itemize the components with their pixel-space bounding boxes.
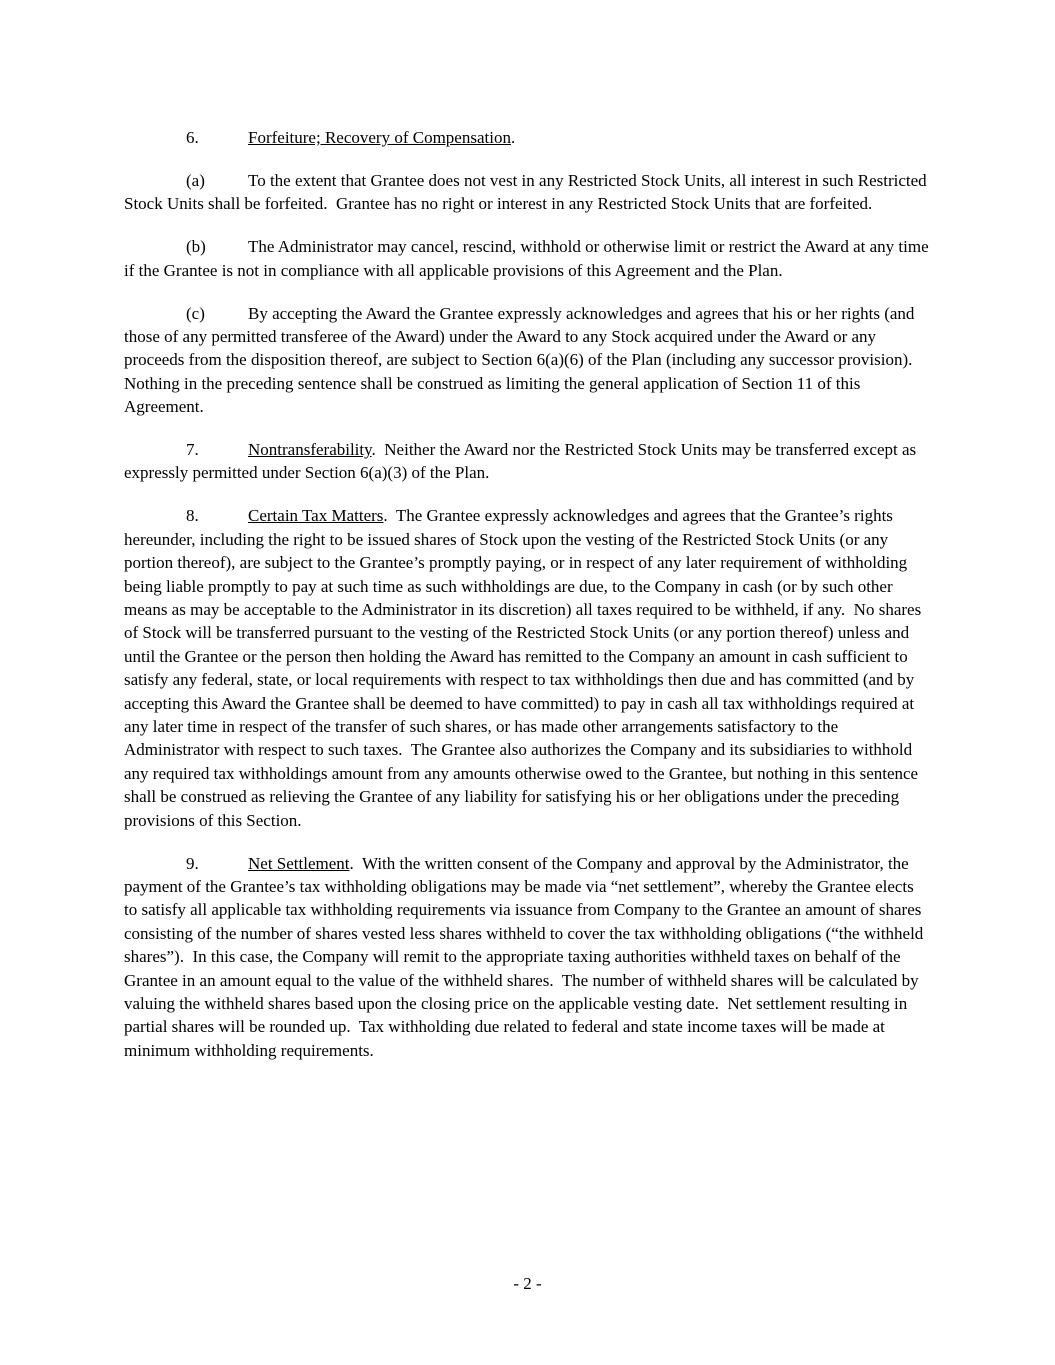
section-number: 6. xyxy=(186,128,199,147)
paragraph-label: (c) xyxy=(186,303,205,323)
paragraph-text: The Administrator may cancel, rescind, withhold or otherwise limit or restrict the Award at any time if the Grantee is not in compliance with all applicable provisions of this Agreement and the Plan. xyxy=(124,237,933,280)
section-number: 7. xyxy=(186,440,199,460)
section-number: 9. xyxy=(186,853,199,873)
paragraph-6a xyxy=(124,169,930,216)
section-title: Forfeiture; Recovery of Compensation xyxy=(248,128,511,147)
paragraph-label: (b) xyxy=(186,237,206,257)
section-text: . Neither the Award nor the Restricted Stock Units may be transferred except as expressly permitted under Section 6(a)(3) of the Plan. xyxy=(124,440,921,483)
section-title-period: . xyxy=(510,128,516,147)
section-title: Net Settlement xyxy=(248,853,350,873)
paragraph-text: To the extent that Grantee does not vest in any Restricted Stock Units, all interest in such Restricted Stock Units shall be forfeited. Grantee has no right or interest in any Restricted Stock Units that are forfeited. xyxy=(124,170,931,214)
section-number: 8. xyxy=(186,506,199,526)
section-text: . The Grantee expressly acknowledges and agrees that the Grantee’s rights hereunder, including the right to be issued shares of Stock upon the vesting of the Restricted Stock Units (or any portion thereof), are subject to the Grantee’s promptly paying, or in respect of any later requirement of withholding being liable promptly to pay at such time as such withholdings are due, to the Company in cash (or by such other means as may be acceptable to the Administrator in its discretion) all taxes required to be withheld, if any. No shares of Stock will be transferred pursuant to the vesting of the Restricted Stock Units (or any portion thereof) unless and until the Grantee or the person then holding the Award has remitted to the Company an amount in cash sufficient to satisfy any federal, state, or local requirements with respect to tax withholdings then due and has committed (and by accepting this Award the Grantee shall be deemed to have committed) to pay in cash all tax withholdings required at any later time in respect of the transfer of such shares, or has made other arrangements satisfactory to the Administrator with respect to such taxes. The Grantee also authorizes the Company and its subsidiaries to withhold any required tax withholdings amount from any amounts otherwise owed to the Grantee, but nothing in this sentence shall be construed as relieving the Grantee of any liability for satisfying his or her obligations under the preceding provisions of this Section. xyxy=(124,506,926,830)
page-number: - 2 - xyxy=(513,1274,542,1293)
section-6-heading xyxy=(124,126,930,149)
paragraph-text: By accepting the Award the Grantee expressly acknowledges and agrees that his or her rights (and those of any permitted transferee of the Award) under the Award to any Stock acquired under the Award or any proceeds from the disposition thereof, are subject to Section 6(a)(6) of the Plan (including any successor provision). Nothing in the preceding sentence shall be construed as limiting the general application of Section 11 of this Agreement. xyxy=(124,303,921,417)
section-title: Nontransferability xyxy=(248,440,372,460)
paragraph-6c xyxy=(124,302,930,419)
paragraph-label: (a) xyxy=(186,170,205,190)
section-9 xyxy=(124,852,930,1063)
paragraph-6b xyxy=(124,235,933,282)
section-8 xyxy=(124,504,930,832)
section-text: . With the written consent of the Company and approval by the Administrator, the payment of the Grantee’s tax withholding obligations may be made via “net settlement”, whereby the Grantee elects to satisfy all applicable tax withholding requirements via issuance from Company to the Grantee an amount of shares consisting of the number of shares vested less shares withheld to cover the tax withholding obligations (“the withheld shares”). In this case, the Company will remit to the appropriate taxing authorities withheld taxes on behalf of the Grantee in an amount equal to the value of the withheld shares. The number of withheld shares will be calculated by valuing the withheld shares based upon the closing price on the applicable vesting date. Net settlement resulting in partial shares will be rounded up. Tax withholding due related to federal and state income taxes will be made at minimum withholding requirements. xyxy=(124,853,928,1060)
section-7 xyxy=(124,438,930,485)
section-title: Certain Tax Matters xyxy=(248,506,384,526)
